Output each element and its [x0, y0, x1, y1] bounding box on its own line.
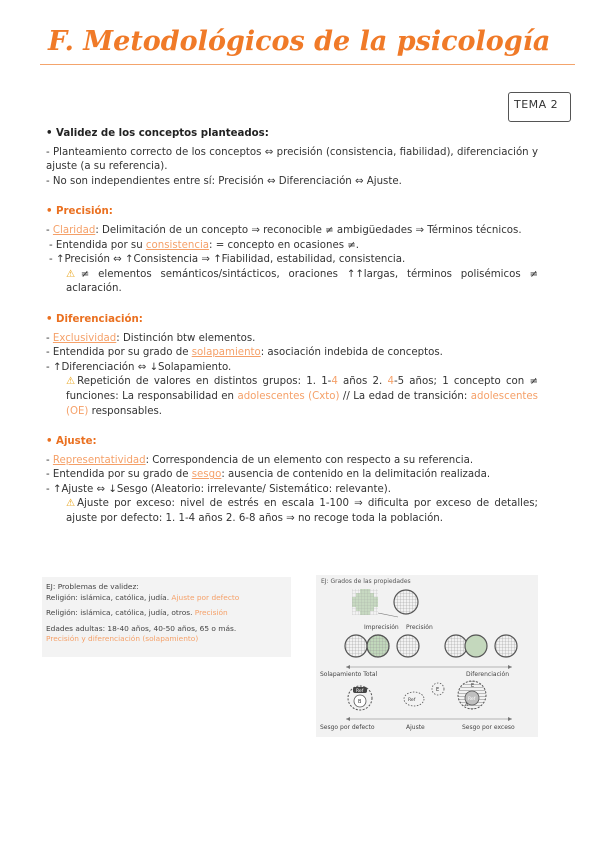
- precision-line-3: - ↑Precisión ⇔ ↑Consistencia ⇒ ↑Fiabilidad, estabilidad, consistencia.: [49, 254, 406, 266]
- example-title: EJ: Problemas de validez:: [46, 582, 139, 591]
- warning-icon: ⚠: [66, 268, 81, 280]
- label-sesgo-exceso: Sesgo por exceso: [462, 724, 515, 731]
- diferenciacion-line-1: - Exclusividad: Distinción btw elementos.: [46, 332, 256, 344]
- term-solapamiento: solapamiento: [191, 347, 261, 359]
- label-imprecision: Imprecisión: [364, 624, 399, 631]
- term-claridad: Claridad: [52, 224, 96, 236]
- label-solapamiento: Solapamiento Total: [320, 671, 378, 678]
- label-precision: Precisión: [406, 624, 433, 631]
- term-consistencia: consistencia: [145, 239, 210, 251]
- imprecision-glyph: [352, 589, 378, 615]
- label-ref-3: Ref: [468, 697, 476, 702]
- term-sesgo: sesgo: [191, 469, 222, 481]
- tema-label: TEMA 2: [514, 98, 559, 111]
- validez-line-2: - No son independientes entre sí: Precisión ⇔ Diferenciación ⇔ Ajuste.: [46, 175, 402, 187]
- ajuste-line-2: - Entendida por su grado de sesgo: ausencia de contenido en la delimitación realizada.: [46, 469, 491, 481]
- example-box-text: [46, 582, 291, 645]
- validez-line-1: - Planteamiento correcto de los conceptos ⇔ precisión (consistencia, fiabilidad), diferenciación y ajuste (a su referencia).: [46, 146, 538, 173]
- solap-circle-1: [345, 635, 367, 657]
- notes-body: [46, 127, 538, 527]
- example-line-3: Edades adultas: 18-40 años, 40-50 años, 65 o más.: [46, 623, 237, 633]
- warning-icon: ⚠: [66, 376, 78, 388]
- precision-line-1: - Claridad: Delimitación de un concepto ⇒ reconocible ≠ ambigüedades ⇒ Términos técnicos.: [46, 224, 522, 236]
- properties-diagram: [316, 575, 538, 737]
- label-diferenciacion: Diferenciación: [466, 671, 510, 678]
- label-e-2: E: [471, 683, 475, 689]
- ajuste-warning: ⚠Ajuste por exceso: nivel de estrés en escala 1-100 ⇒ dificulta por exceso de detalles; ajuste por defecto: 1. 1-4 años 2. 6-8 años ⇒ no recoge toda la población.: [66, 498, 538, 525]
- warning-icon: ⚠: [66, 498, 78, 510]
- properties-diagram-svg: [316, 575, 538, 737]
- label-ajuste: Ajuste: [406, 724, 425, 731]
- heading-precision: • Precisión:: [46, 206, 113, 218]
- precision-warning: ⚠≠ elementos semánticos/sintácticos, oraciones ↑↑largas, términos polisémicos ≠ aclaración.: [66, 268, 538, 295]
- diagram-title: EJ: Grados de las propiedades: [321, 578, 411, 585]
- ref-label-2: Ref: [408, 698, 416, 703]
- label-b-1: B: [358, 699, 362, 705]
- precision-circle: [394, 590, 418, 614]
- ajuste-line-3: - ↑Ajuste ⇔ ↓Sesgo (Aleatorio: irrelevante/ Sistemático: relevante).: [46, 483, 391, 495]
- label-a-1: A: [465, 703, 469, 708]
- ajuste-line-1: - Representatividad: Correspondencia de un elemento con respecto a su referencia.: [46, 454, 474, 466]
- diferenciacion-warning: ⚠Repetición de valores en distintos grupos: 1. 1-4 años 2. 4-5 años; 1 concepto con ≠ funciones: La responsabilidad en adolescentes (Cxto) // La edad de transición: adolescentes (OE) responsables.: [66, 376, 538, 417]
- heading-validez: • Validez de los conceptos planteados:: [46, 128, 269, 139]
- heading-ajuste: • Ajuste:: [46, 436, 97, 448]
- dif-circle-3: [495, 635, 517, 657]
- ref-label-1: Ref: [356, 689, 364, 694]
- title-underline: [40, 64, 575, 65]
- example-line-2: Religión: islámica, católica, judía, otros. Precisión: [46, 608, 228, 617]
- example-line-4: Precisión y diferenciación (solapamiento): [46, 634, 199, 643]
- label-e-1: E: [436, 687, 440, 693]
- diferenciacion-line-3: - ↑Diferenciación ⇔ ↓Solapamiento.: [46, 361, 232, 373]
- term-exclusividad: Exclusividad: [52, 332, 117, 344]
- term-representatividad: Representatividad: [52, 454, 146, 466]
- solap-circle-2-grid: [367, 635, 389, 657]
- precision-line-2: - Entendida por su consistencia: = concepto en ocasiones ≠.: [49, 239, 360, 251]
- dif-circle-2: [465, 635, 487, 657]
- label-sesgo-defecto: Sesgo por defecto: [320, 724, 375, 731]
- solap-circle-3: [397, 635, 419, 657]
- dif-circle-1: [445, 635, 467, 657]
- page-title: F. Metodológicos de la psicología: [48, 26, 551, 57]
- diferenciacion-line-2: - Entendida por su grado de solapamiento: asociación indebida de conceptos.: [46, 347, 443, 359]
- heading-diferenciacion: • Diferenciación:: [46, 313, 143, 325]
- example-line-1: Religión: islámica, católica, judía. Ajuste por defecto: [46, 592, 240, 602]
